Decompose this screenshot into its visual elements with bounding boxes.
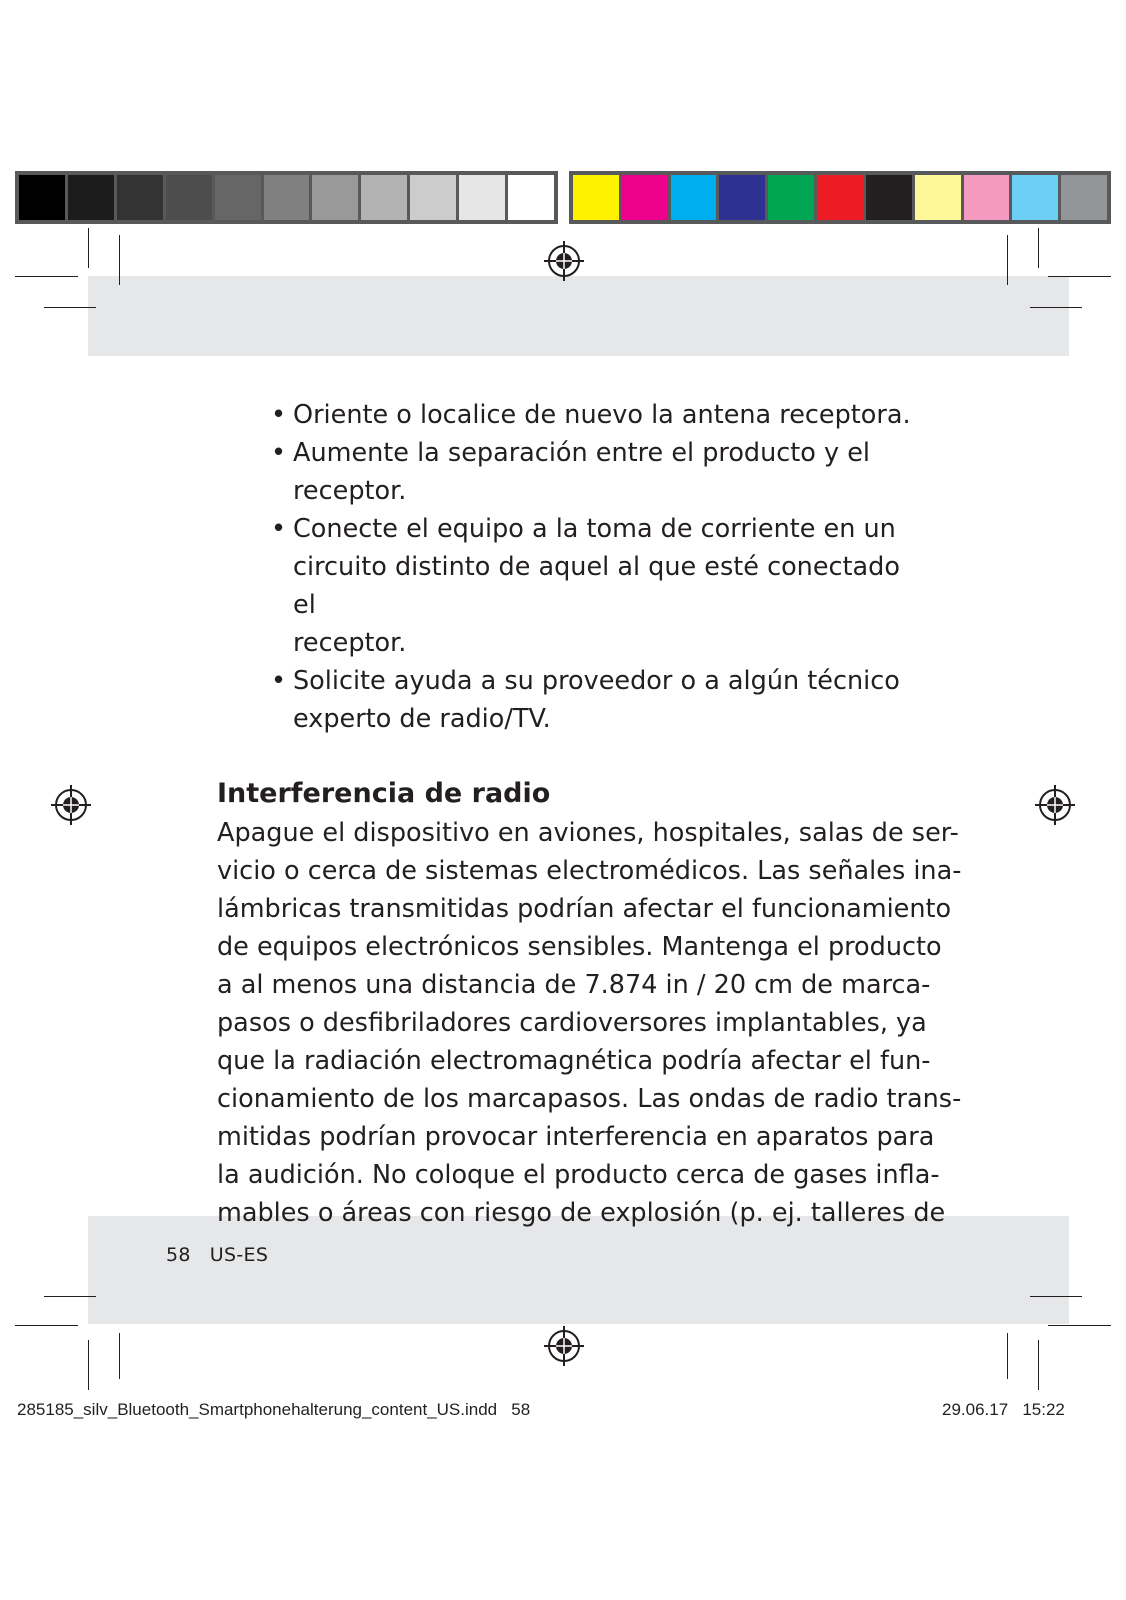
crop-mark: [119, 1333, 120, 1379]
crop-mark: [119, 235, 120, 285]
list-item-line: experto de radio/TV.: [293, 704, 551, 734]
color-swatch: [671, 175, 717, 220]
slug-datetime: 29.06.17 15:22: [942, 1400, 1065, 1419]
color-swatch: [264, 175, 310, 220]
bullet-icon: •: [271, 400, 287, 430]
crop-mark: [1048, 276, 1111, 277]
color-swatch: [166, 175, 212, 220]
footer-band: [88, 1216, 1069, 1324]
crop-mark: [1030, 1296, 1082, 1297]
color-swatch: [508, 175, 554, 220]
paragraph-line: Apague el dispositivo en aviones, hospitales, salas de ser-: [217, 818, 959, 848]
paragraph-line: lámbricas transmitidas podrían afectar el funcionamiento: [217, 894, 952, 924]
crop-mark: [1038, 228, 1039, 268]
crop-mark: [1030, 307, 1082, 308]
registration-crosshair-icon: [544, 1326, 584, 1366]
bullet-icon: •: [271, 514, 287, 544]
color-swatch: [817, 175, 863, 220]
bullet-list: [217, 396, 917, 738]
slug-filename: 285185_silv_Bluetooth_Smartphonehalterung_content_US.indd 58: [17, 1400, 531, 1419]
list-item: [214, 662, 917, 738]
color-swatch: [573, 175, 619, 220]
color-swatch: [1061, 175, 1107, 220]
paragraph-line: cionamiento de los marcapasos. Las ondas de radio trans-: [217, 1084, 962, 1114]
paragraph-line: de equipos electrónicos sensibles. Mantenga el producto: [217, 932, 942, 962]
list-item-line: Oriente o localice de nuevo la antena receptora.: [293, 400, 911, 430]
color-swatch: [19, 175, 65, 220]
color-swatch: [68, 175, 114, 220]
color-swatch: [312, 175, 358, 220]
color-swatch: [117, 175, 163, 220]
color-swatch: [915, 175, 961, 220]
list-item-line: circuito distinto de aquel al que esté conectado el: [293, 552, 900, 620]
process-color-bar: [569, 171, 1111, 224]
color-swatch: [459, 175, 505, 220]
list-item-line: receptor.: [293, 476, 407, 506]
color-swatch: [964, 175, 1010, 220]
list-item: [214, 396, 917, 434]
crop-mark: [15, 1325, 78, 1326]
crop-mark: [1007, 1333, 1008, 1379]
color-swatch: [410, 175, 456, 220]
list-item: [214, 510, 917, 662]
color-swatch: [361, 175, 407, 220]
color-swatch: [866, 175, 912, 220]
crop-mark: [1007, 235, 1008, 285]
registration-crosshair-icon: [1035, 785, 1075, 825]
registration-crosshair-icon: [544, 241, 584, 281]
crop-mark: [88, 228, 89, 268]
crop-mark: [15, 276, 78, 277]
section-paragraph: [217, 814, 962, 1232]
list-item-line: receptor.: [293, 628, 407, 658]
list-item: [214, 434, 917, 510]
color-swatch: [1012, 175, 1058, 220]
list-item-line: Aumente la separación entre el producto y el: [293, 438, 870, 468]
paragraph-line: la audición. No coloque el producto cerca de gases infla-: [217, 1160, 940, 1190]
bullet-icon: •: [271, 438, 287, 468]
color-swatch: [719, 175, 765, 220]
paragraph-line: mitidas podrían provocar interferencia en aparatos para: [217, 1122, 935, 1152]
list-item-line: Conecte el equipo a la toma de corriente en un: [293, 514, 896, 544]
section-heading: Interferencia de radio: [217, 778, 551, 809]
paragraph-line: que la radiación electromagnética podría afectar el fun-: [217, 1046, 931, 1076]
crop-mark: [44, 1296, 96, 1297]
color-swatch: [768, 175, 814, 220]
bullet-icon: •: [271, 666, 287, 696]
color-swatch: [622, 175, 668, 220]
paragraph-line: mables o áreas con riesgo de explosión (p. ej. talleres de: [217, 1198, 946, 1228]
page-content: [217, 396, 962, 1232]
registration-crosshair-icon: [51, 785, 91, 825]
grayscale-color-bar: [15, 171, 558, 224]
paragraph-line: pasos o desfibriladores cardioversores implantables, ya: [217, 1008, 927, 1038]
paragraph-line: vicio o cerca de sistemas electromédicos. Las señales ina-: [217, 856, 962, 886]
color-swatch: [215, 175, 261, 220]
crop-mark: [88, 1340, 89, 1390]
crop-mark: [1038, 1340, 1039, 1390]
crop-mark: [44, 307, 96, 308]
header-band: [88, 276, 1069, 356]
page-number: 58 US-ES: [166, 1244, 269, 1266]
paragraph-line: a al menos una distancia de 7.874 in / 20 cm de marca-: [217, 970, 931, 1000]
crop-mark: [1048, 1325, 1111, 1326]
list-item-line: Solicite ayuda a su proveedor o a algún técnico: [293, 666, 900, 696]
